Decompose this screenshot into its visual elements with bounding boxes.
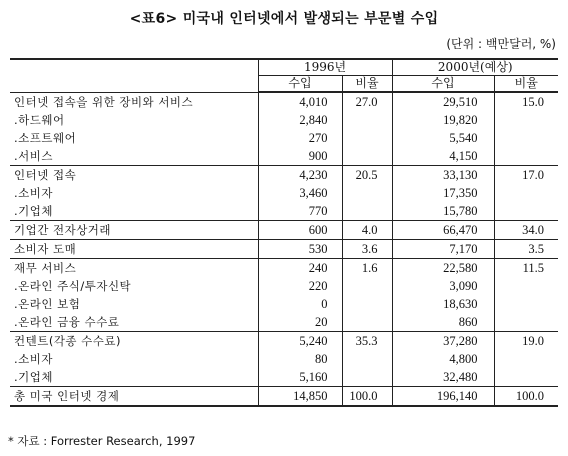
ratio-2000 [494,147,558,166]
ratio-1996 [342,295,392,313]
table-row [10,259,558,278]
table-row [10,184,558,202]
table-row-total [10,387,558,407]
table-row [10,202,558,221]
revenue-2000: 66,470 [392,221,494,240]
ratio-2000: 15.0 [494,92,558,111]
ratio-1996: 4.0 [342,221,392,240]
ratio-1996: 1.6 [342,259,392,278]
ratio-1996 [342,147,392,166]
row-label: 재무 서비스 [10,259,258,278]
ratio-2000: 3.5 [494,240,558,259]
revenue-table [10,58,558,407]
table-row [10,313,558,332]
ratio-2000 [494,295,558,313]
ratio-2000: 17.0 [494,166,558,185]
revenue-2000: 19,820 [392,111,494,129]
revenue-1996: 530 [258,240,342,259]
revenue-1996: 20 [258,313,342,332]
revenue-2000: 3,090 [392,277,494,295]
table-row [10,295,558,313]
ratio-1996: 20.5 [342,166,392,185]
ratio-1996: 35.3 [342,332,392,351]
revenue-1996: 2,840 [258,111,342,129]
header-year-2000: 2000년(예상) [392,59,558,76]
ratio-1996: 27.0 [342,92,392,111]
ratio-2000: 19.0 [494,332,558,351]
ratio-2000 [494,111,558,129]
row-label: .소비자 [10,184,258,202]
ratio-1996: 3.6 [342,240,392,259]
row-label: .온라인 주식/투자신탁 [10,277,258,295]
revenue-1996: 80 [258,350,342,368]
row-label: .온라인 금융 수수료 [10,313,258,332]
revenue-2000: 7,170 [392,240,494,259]
row-label: .서비스 [10,147,258,166]
revenue-1996: 5,160 [258,368,342,387]
table-row [10,92,558,111]
row-label: .기업체 [10,202,258,221]
revenue-2000: 860 [392,313,494,332]
revenue-2000: 4,150 [392,147,494,166]
table-row [10,129,558,147]
ratio-2000 [494,277,558,295]
revenue-1996: 0 [258,295,342,313]
table-row [10,111,558,129]
ratio-1996 [342,368,392,387]
header-revenue-2000: 수입 [392,76,494,93]
ratio-2000: 11.5 [494,259,558,278]
table-row [10,240,558,259]
ratio-2000 [494,313,558,332]
ratio-2000 [494,202,558,221]
source-note: * 자료 : Forrester Research, 1997 [8,434,196,448]
revenue-2000: 29,510 [392,92,494,111]
ratio-2000 [494,184,558,202]
row-label: .기업체 [10,368,258,387]
ratio-2000: 100.0 [494,387,558,407]
revenue-1996: 770 [258,202,342,221]
revenue-1996: 3,460 [258,184,342,202]
table-row [10,277,558,295]
revenue-1996: 240 [258,259,342,278]
table-title: <표6> 미국내 인터넷에서 발생되는 부문별 수입 [129,11,439,27]
row-label: 인터넷 접속을 위한 장비와 서비스 [10,92,258,111]
ratio-2000 [494,350,558,368]
revenue-1996: 14,850 [258,387,342,407]
table-row [10,147,558,166]
ratio-1996 [342,350,392,368]
revenue-2000: 196,140 [392,387,494,407]
ratio-1996 [342,184,392,202]
row-label: 컨텐트(각종 수수료) [10,332,258,351]
revenue-2000: 4,800 [392,350,494,368]
revenue-1996: 600 [258,221,342,240]
revenue-2000: 22,580 [392,259,494,278]
revenue-2000: 33,130 [392,166,494,185]
revenue-2000: 17,350 [392,184,494,202]
ratio-2000 [494,368,558,387]
table-row [10,221,558,240]
row-label: 인터넷 접속 [10,166,258,185]
revenue-1996: 4,010 [258,92,342,111]
unit-note: (단위 : 백만달러, %) [446,37,556,51]
revenue-2000: 5,540 [392,129,494,147]
row-label: .하드웨어 [10,111,258,129]
revenue-2000: 18,630 [392,295,494,313]
header-row-years [10,59,558,76]
ratio-1996: 100.0 [342,387,392,407]
table-row [10,368,558,387]
ratio-1996 [342,202,392,221]
row-label: 총 미국 인터넷 경제 [10,387,258,407]
revenue-1996: 900 [258,147,342,166]
header-ratio-2000: 비율 [494,76,558,93]
header-ratio-1996: 비율 [342,76,392,93]
ratio-1996 [342,277,392,295]
revenue-1996: 220 [258,277,342,295]
revenue-1996: 270 [258,129,342,147]
revenue-2000: 32,480 [392,368,494,387]
table-row [10,166,558,185]
revenue-2000: 37,280 [392,332,494,351]
row-label: .온라인 보험 [10,295,258,313]
revenue-2000: 15,780 [392,202,494,221]
header-revenue-1996: 수입 [258,76,342,93]
row-label: .소비자 [10,350,258,368]
table-row [10,332,558,351]
ratio-2000: 34.0 [494,221,558,240]
header-blank [10,59,258,92]
ratio-2000 [494,129,558,147]
row-label: 기업간 전자상거래 [10,221,258,240]
row-label: .소프트웨어 [10,129,258,147]
ratio-1996 [342,111,392,129]
ratio-1996 [342,129,392,147]
revenue-1996: 5,240 [258,332,342,351]
row-label: 소비자 도매 [10,240,258,259]
revenue-1996: 4,230 [258,166,342,185]
ratio-1996 [342,313,392,332]
table-row [10,350,558,368]
header-year-1996: 1996년 [258,59,392,76]
